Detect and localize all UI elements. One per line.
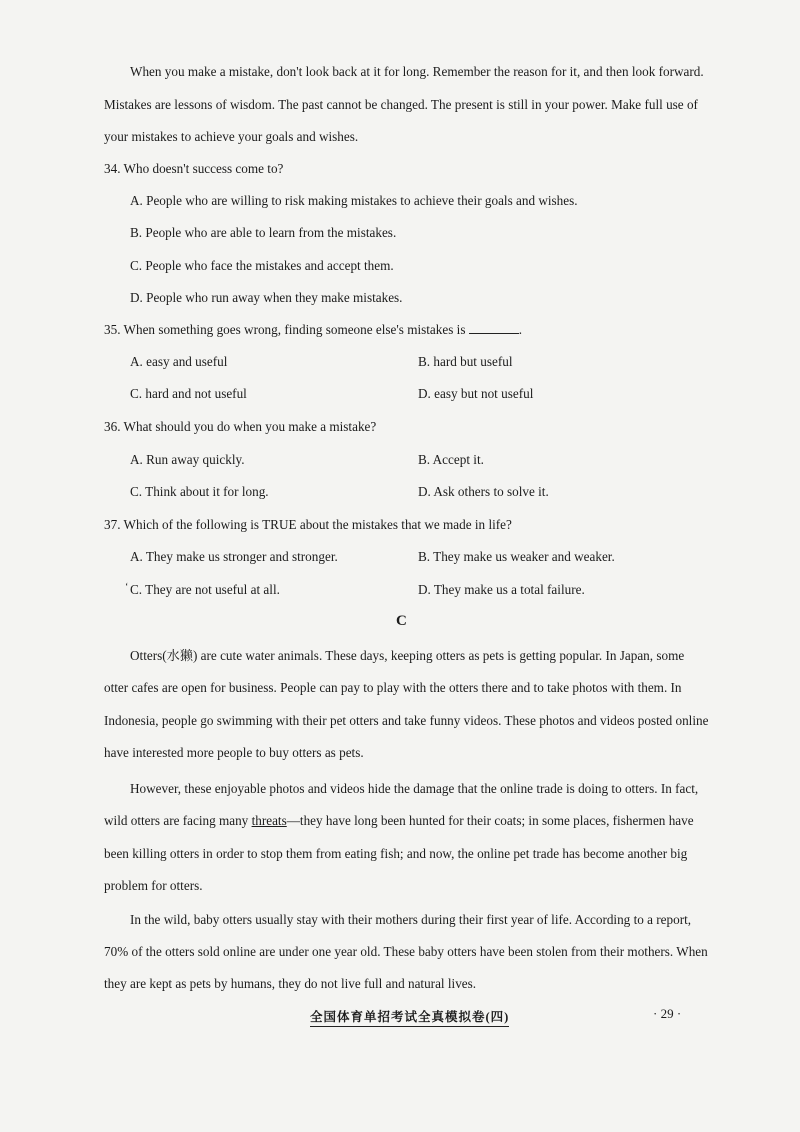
question-35-option-a: A. easy and useful (130, 354, 228, 369)
question-36-option-d: D. Ask others to solve it. (418, 484, 549, 499)
question-35-option-c: C. hard and not useful (130, 386, 247, 401)
passage-line: problem for otters. (104, 878, 203, 893)
question-37-option-d: D. They make us a total failure. (418, 582, 585, 597)
passage-line: otter cafes are open for business. People can pay to play with the otters there and to take photos with them. In (104, 680, 682, 695)
question-35-stem-text: 35. When something goes wrong, finding someone else's mistakes is (104, 322, 466, 337)
passage-line (104, 813, 694, 829)
question-34-option-c: C. People who face the mistakes and accept them. (130, 258, 394, 273)
question-37-option-a: A. They make us stronger and stronger. (130, 549, 338, 564)
question-35-stem (104, 322, 522, 338)
question-36-option-c: C. Think about it for long. (130, 484, 269, 499)
question-35-option-d: D. easy but not useful (418, 386, 534, 401)
question-35-stem-end: . (518, 322, 523, 337)
passage-line: Otters(水獭) are cute water animals. These days, keeping otters as pets is getting popular. In Japan, some (130, 648, 685, 663)
question-37-option-b: B. They make us weaker and weaker. (418, 549, 615, 564)
passage-line: 70% of the otters sold online are under one year old. These baby otters have been stolen from their mothers. When (104, 944, 708, 959)
question-36-stem: 36. What should you do when you make a mistake? (104, 419, 377, 434)
question-36-option-a: A. Run away quickly. (130, 452, 245, 467)
passage-line: have interested more people to buy otters as pets. (104, 745, 364, 760)
underlined-word: threats (251, 813, 287, 828)
answer-blank (469, 323, 519, 334)
question-34-option-b: B. People who are able to learn from the mistakes. (130, 225, 397, 240)
footer-exam-title: 全国体育单招考试全真模拟卷(四) (310, 1007, 509, 1027)
passage-line: they are kept as pets by humans, they do not live full and natural lives. (104, 976, 477, 991)
question-34-option-a: A. People who are willing to risk making mistakes to achieve their goals and wishes. (130, 193, 578, 208)
passage-line: Mistakes are lessons of wisdom. The past cannot be changed. The present is still in your power. Make full use of (104, 97, 698, 112)
passage-line: When you make a mistake, don't look back at it for long. Remember the reason for it, and then look forward. (130, 64, 704, 79)
stray-pen-mark: ‘ (125, 582, 129, 593)
question-34-stem: 34. Who doesn't success come to? (104, 161, 284, 176)
passage-line: However, these enjoyable photos and videos hide the damage that the online trade is doing to otters. In fact, (130, 781, 699, 796)
question-35-option-b: B. hard but useful (418, 354, 513, 369)
passage-line: been killing otters in order to stop them from eating fish; and now, the online pet trade has become another big (104, 846, 688, 861)
page-number: · 29 · (653, 1006, 682, 1021)
question-34-option-d: D. People who run away when they make mistakes. (130, 290, 403, 305)
passage-text: —they have long been hunted for their coats; in some places, fishermen have (286, 813, 694, 828)
passage-text: wild otters are facing many (104, 813, 249, 828)
section-title: C (396, 613, 407, 629)
passage-line: In the wild, baby otters usually stay with their mothers during their first year of life. According to a report, (130, 912, 692, 927)
passage-line: Indonesia, people go swimming with their pet otters and take funny videos. These photos and videos posted online (104, 713, 709, 728)
question-36-option-b: B. Accept it. (418, 452, 484, 467)
question-37-option-c: C. They are not useful at all. (130, 582, 280, 597)
question-37-stem: 37. Which of the following is TRUE about the mistakes that we made in life? (104, 517, 512, 532)
passage-line: your mistakes to achieve your goals and wishes. (104, 129, 359, 144)
